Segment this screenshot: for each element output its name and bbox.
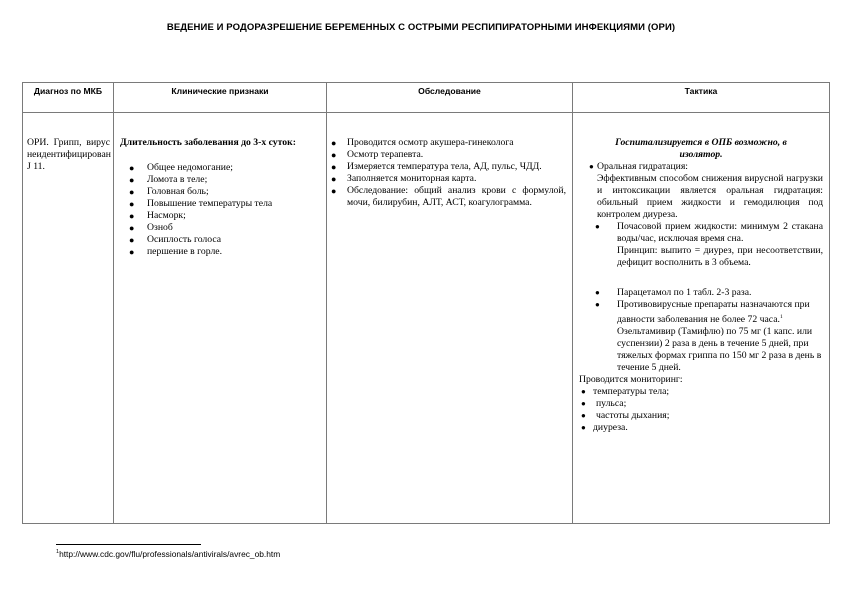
- monitoring-title: Проводится мониторинг:: [579, 374, 683, 386]
- bullet-icon: ●: [331, 186, 337, 196]
- principle-text: Принцип: выпито = диурез, при несоответствии, дефицит восполнить в 3 объема.: [617, 245, 823, 268]
- bullet-icon: ●: [331, 162, 337, 172]
- list-item: ● Насморк;: [129, 210, 186, 221]
- bullet-icon: ●: [129, 247, 135, 257]
- hourly-intake: ● Почасовой прием жидкости: минимум 2 стакана воды/час, исключая время сна.: [595, 221, 823, 244]
- tactics-cell: [573, 113, 830, 524]
- header-tactics: Тактика: [573, 83, 830, 113]
- list-item: ● Осиплость голоса: [129, 234, 222, 245]
- oral-hydration-text: Эффективным способом снижения вирусной нагрузки и интоксикации является оральная гидратация: обильный прием жидкости и гемодилюция под контролем диуреза.: [597, 173, 823, 220]
- clinical-heading: Длительность заболевания до 3-х суток:: [120, 137, 296, 148]
- bullet-icon: ●: [129, 235, 135, 245]
- bullet-icon: ●: [581, 387, 586, 397]
- page-title: ВЕДЕНИЕ И РОДОРАЗРЕШЕНИЕ БЕРЕМЕННЫХ С ОСТРЫМИ РЕСПИПИРАТОРНЫМИ ИНФЕКЦИЯМИ (ОРИ): [166, 22, 676, 33]
- list-item: ● Измеряется температура тела, АД, пульс, ЧДД.: [331, 161, 542, 172]
- exam-cell: [327, 113, 573, 524]
- bullet-icon: ●: [331, 150, 337, 160]
- footnote-number: 1: [56, 549, 60, 556]
- bullet-icon: ●: [581, 423, 586, 433]
- bullet-icon: ●: [595, 288, 600, 297]
- antiviral-item: ● Противовирусные препараты назначаются при давности заболевания не более 72 часа.$^1$: [595, 299, 810, 326]
- bullet-icon: ●: [595, 222, 600, 231]
- list-item: ● Обследование: общий анализ крови с формулой, мочи, билирубин, АЛТ, АСТ, коагулограмма.: [331, 185, 566, 208]
- list-item: ● Проводится осмотр акушера-гинеколога: [331, 137, 514, 148]
- bullet-icon: ●: [129, 163, 135, 173]
- diagnosis-cell: [23, 113, 114, 524]
- list-item: ● температуры тела;: [581, 386, 670, 398]
- diagnosis-text: ОРИ. Грипп, вирус неидентифицирован J 11.: [27, 137, 111, 172]
- protocol-table: [22, 82, 830, 524]
- bullet-icon: ●: [331, 138, 337, 148]
- list-item: ● Головная боль;: [129, 186, 209, 197]
- clinical-cell: [114, 113, 327, 524]
- bullet-icon: ●: [129, 187, 135, 197]
- bullet-icon: ●: [129, 175, 135, 185]
- oral-hydration-title: ● Оральная гидратация:: [589, 161, 688, 172]
- list-item: ● диуреза.: [581, 422, 628, 434]
- list-item: ● Осмотр терапевта.: [331, 149, 424, 160]
- list-item: ● частоты дыхания;: [581, 410, 670, 422]
- list-item: ● Повышение температуры тела: [129, 198, 273, 209]
- bullet-icon: ●: [595, 300, 600, 309]
- bullet-icon: ●: [129, 199, 135, 209]
- clinical-list: [120, 162, 320, 258]
- bullet-icon: ●: [589, 162, 594, 171]
- tactics-heading: Госпитализируется в ОПБ возможно, в изолятор.: [615, 137, 787, 160]
- bullet-icon: ●: [581, 399, 586, 409]
- header-exam: Обследование: [327, 83, 573, 113]
- bullet-icon: ●: [581, 411, 586, 421]
- list-item: ● першение в горле.: [129, 246, 223, 257]
- header-diagnosis: Диагноз по МКБ: [23, 83, 114, 113]
- bullet-icon: ●: [129, 223, 135, 233]
- bullet-icon: ●: [129, 211, 135, 221]
- footnote: [56, 549, 280, 559]
- list-item: ● пульса;: [581, 398, 627, 410]
- table-header-row: [23, 83, 830, 113]
- oseltamivir-text: Озельтамивир (Тамифлю) по 75 мг (1 капс. или суспензии) 2 раза в день в течение 5 дней, при тяжелых формах гриппа по 150 мг 2 раза в день в течение 5 дней.: [617, 326, 822, 374]
- footnote-ref[interactable]: 1: [779, 314, 783, 320]
- table-row: [23, 113, 830, 524]
- list-item: ● Общее недомогание;: [129, 162, 233, 173]
- footnote-separator: [56, 544, 201, 545]
- footnote-link[interactable]: http://www.cdc.gov/flu/professionals/antivirals/avrec_ob.htm: [59, 549, 281, 559]
- list-item: ● Озноб: [129, 222, 173, 233]
- header-clinical: Клинические признаки: [114, 83, 327, 113]
- paracetamol-item: ● Парацетамол по 1 табл. 2-3 раза.: [595, 287, 752, 298]
- list-item: ● Заполняется мониторная карта.: [331, 173, 477, 184]
- exam-list: [331, 137, 566, 209]
- list-item: ● Ломота в теле;: [129, 174, 208, 185]
- bullet-icon: ●: [331, 174, 337, 184]
